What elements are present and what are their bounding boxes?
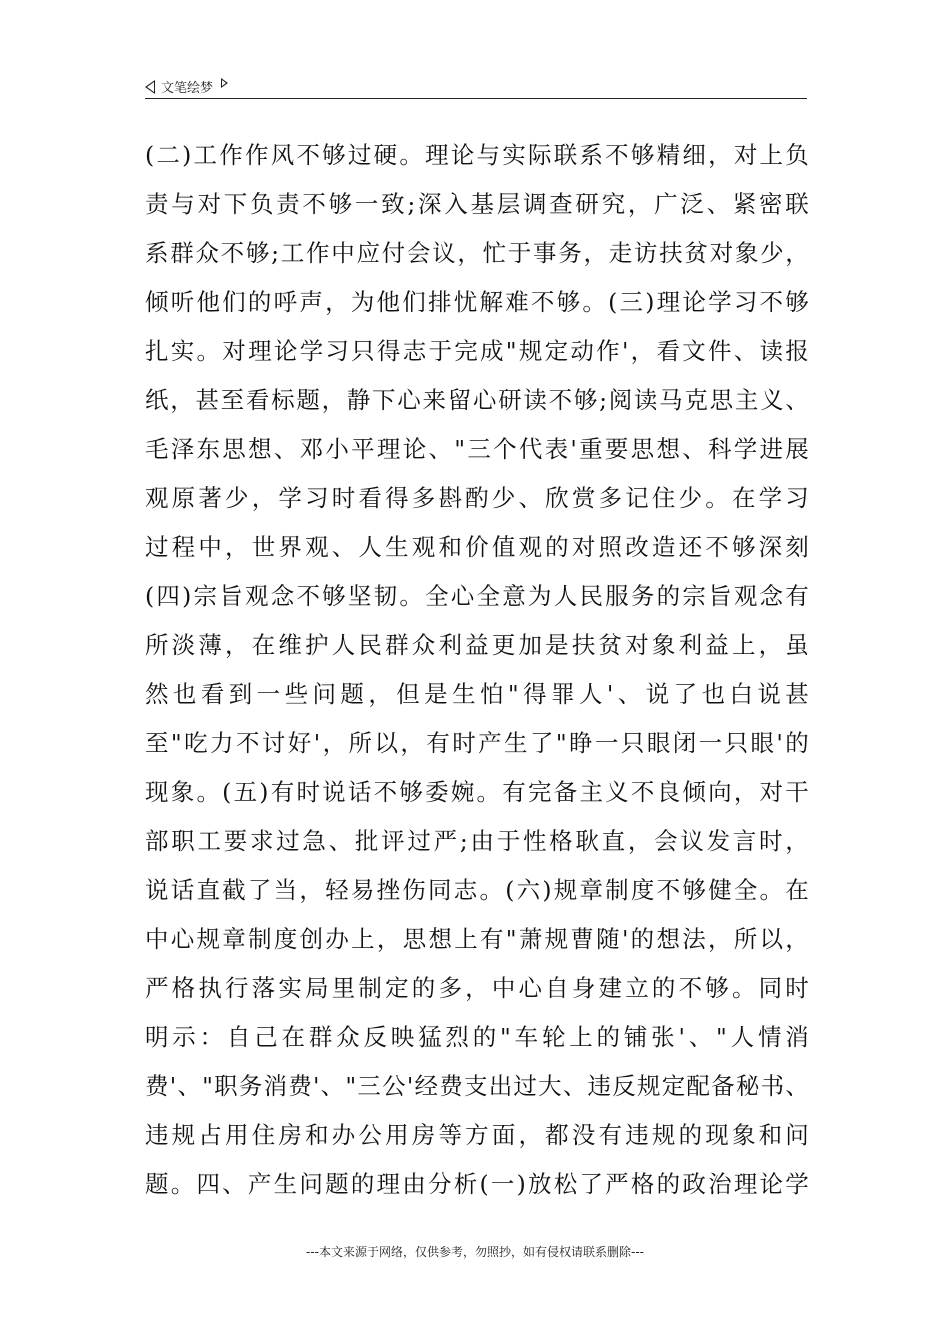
header-brand — [145, 77, 228, 96]
triangle-right-icon — [221, 78, 228, 88]
body-line: 毛泽东思想、邓小平理论、"三个代表'重要思想、科学进展 — [145, 435, 810, 463]
body-line: 中心规章制度创办上，思想上有"萧规曹随'的想法，所以， — [145, 925, 810, 953]
body-line: 说话直截了当，轻易挫伤同志。(六)规章制度不够健全。在 — [145, 876, 810, 904]
body-line: 纸，甚至看标题，静下心来留心研读不够;阅读马克思主义、 — [145, 386, 810, 414]
body-line: 系群众不够;工作中应付会议，忙于事务，走访扶贫对象少， — [145, 239, 810, 267]
body-line: 题。四、产生问题的理由分析(一)放松了严格的政治理论学 — [145, 1170, 810, 1198]
body-line: 严格执行落实局里制定的多，中心自身建立的不够。同时 — [145, 974, 810, 1002]
body-line: 责与对下负责不够一致;深入基层调查研究，广泛、紧密联 — [145, 190, 810, 218]
header-brand-text: 文笔绘梦 — [161, 81, 214, 96]
body-line: 扎实。对理论学习只得志于完成"规定动作'，看文件、读报 — [145, 337, 810, 365]
body-line: 过程中，世界观、人生观和价值观的对照改造还不够深刻 — [145, 533, 810, 561]
body-line: 所淡薄，在维护人民群众利益更加是扶贫对象利益上，虽 — [145, 631, 810, 659]
body-line: 然也看到一些问题，但是生怕"得罪人'、说了也白说甚 — [145, 680, 810, 708]
body-line: 费'、"职务消费'、"三公'经费支出过大、违反规定配备秘书、 — [145, 1072, 810, 1100]
body-line: 倾听他们的呼声，为他们排忧解难不够。(三)理论学习不够 — [145, 288, 810, 316]
body-line: 观原著少，学习时看得多斟酌少、欣赏多记住少。在学习 — [145, 484, 810, 512]
body-line: 现象。(五)有时说话不够委婉。有完备主义不良倾向，对干 — [145, 778, 810, 806]
body-line: 违规占用住房和办公用房等方面，都没有违规的现象和问 — [145, 1121, 810, 1149]
document-body — [145, 131, 810, 1209]
body-line: 至"吃力不讨好'，所以，有时产生了"睁一只眼闭一只眼'的 — [145, 729, 810, 757]
body-line: 部职工要求过急、批评过严;由于性格耿直，会议发言时， — [145, 827, 810, 855]
triangle-left-icon — [145, 80, 155, 94]
body-line: (四)宗旨观念不够坚韧。全心全意为人民服务的宗旨观念有 — [145, 582, 810, 610]
page-header — [145, 74, 807, 99]
page-footer-disclaimer: ---本文来源于网络，仅供参考，勿照抄，如有侵权请联系删除--- — [306, 1245, 644, 1259]
body-line: (二)工作作风不够过硬。理论与实际联系不够精细，对上负 — [145, 141, 810, 169]
body-line: 明示：自己在群众反映猛烈的"车轮上的铺张'、"人情消 — [145, 1023, 810, 1051]
